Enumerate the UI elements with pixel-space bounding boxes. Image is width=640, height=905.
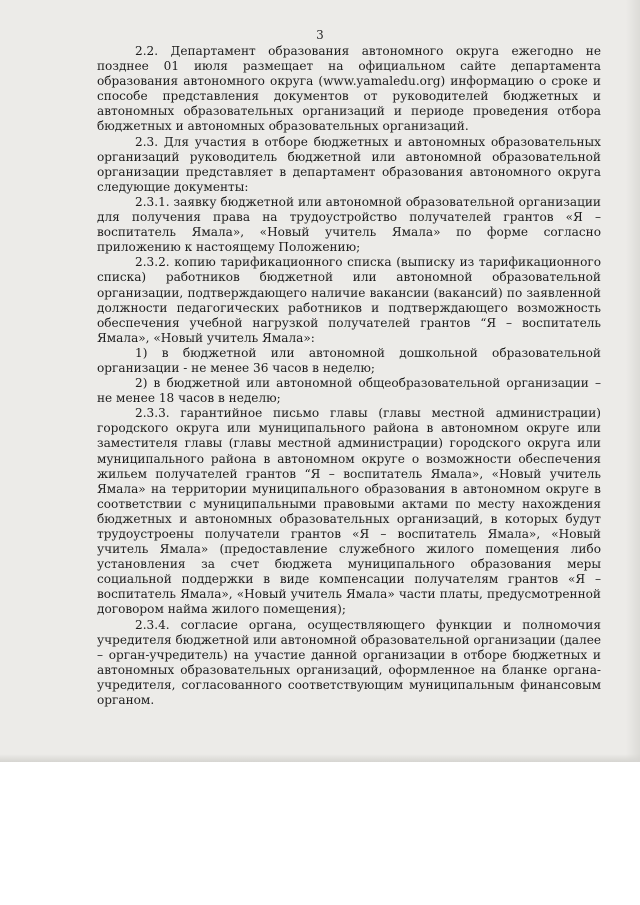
scan-edge-shadow-right bbox=[626, 0, 640, 762]
page-number: 3 bbox=[316, 28, 324, 42]
paragraph-item-1: 1) в бюджетной или автономной дошкольной образовательной организации - не менее 36 часов в неделю; bbox=[97, 345, 601, 375]
paragraph-2-3: 2.3. Для участия в отборе бюджетных и автономных образовательных организаций руководитель бюджетной или автономной образовательной организации представляет в департамент образования автономного округа следующие документы: bbox=[97, 134, 601, 194]
paragraph-2-2: 2.2. Департамент образования автономного округа ежегодно не позднее 01 июля размещает на официальном сайте департамента образования автономного округа (www.yamaledu.org) информацию о сроке и способе представления документов от руководителей бюджетных и автономных образовательных организаций и периоде проведения отбора бюджетных и автономных образовательных организаций. bbox=[97, 44, 601, 134]
paragraph-2-3-4: 2.3.4. согласие органа, осуществляющего функции и полномочия учредителя бюджетной или автономной образовательной организации (далее – орган-учредитель) на участие данной организации в отборе бюджетных и автономных образовательных организаций, оформленное на бланке органа-учредителя, согласованного соответствующим муниципальным финансовым органом. bbox=[97, 617, 602, 708]
paragraph-2-3-1: 2.3.1. заявку бюджетной или автономной образовательной организации для получения права на трудоустройство получателей грантов «Я – воспитатель Ямала», «Новый учитель Ямала» по форме согласно приложению к настоящему Положению; bbox=[97, 194, 601, 255]
paragraph-2-3-2: 2.3.2. копию тарификационного списка (выписку из тарификационного списка) работников бюджетной или автономной образовательной организации, подтверждающего наличие вакансии (вакансий) по заявленной должности педагогических работников и подтверждающего возможность обеспечения учебной нагрузкой получателей грантов “Я – воспитатель Ямала», «Новый учитель Ямала»: bbox=[97, 255, 601, 345]
document-body bbox=[97, 44, 601, 708]
scan-edge-shadow-bottom bbox=[0, 754, 640, 762]
blank-margin bbox=[0, 762, 640, 905]
paragraph-2-3-3: 2.3.3. гарантийное письмо главы (главы местной администрации) городского округа или муниципального района в автономном округе или заместителя главы (главы местной администрации) городского округа или муниципального района в автономном округе о возможности обеспечения жильем получателей грантов “Я – воспитатель Ямала», «Новый учитель Ямала» на территории муниципального образования в автономном округе в соответствии с муниципальными правовыми актами по месту нахождения бюджетных и автономных образовательных организаций, в которых будут трудоустроены получатели грантов «Я – воспитатель Ямала», «Новый учитель Ямала» (предоставление служебного жилого помещения либо установления за счет бюджета муниципального образования меры социальной поддержки в виде компенсации получателям грантов «Я – воспитатель Ямала», «Новый учитель Ямала» части платы, предусмотренной договором найма жилого помещения); bbox=[97, 406, 601, 617]
paragraph-item-2: 2) в бюджетной или автономной общеобразовательной организации – не менее 18 часов в неделю; bbox=[97, 376, 601, 406]
